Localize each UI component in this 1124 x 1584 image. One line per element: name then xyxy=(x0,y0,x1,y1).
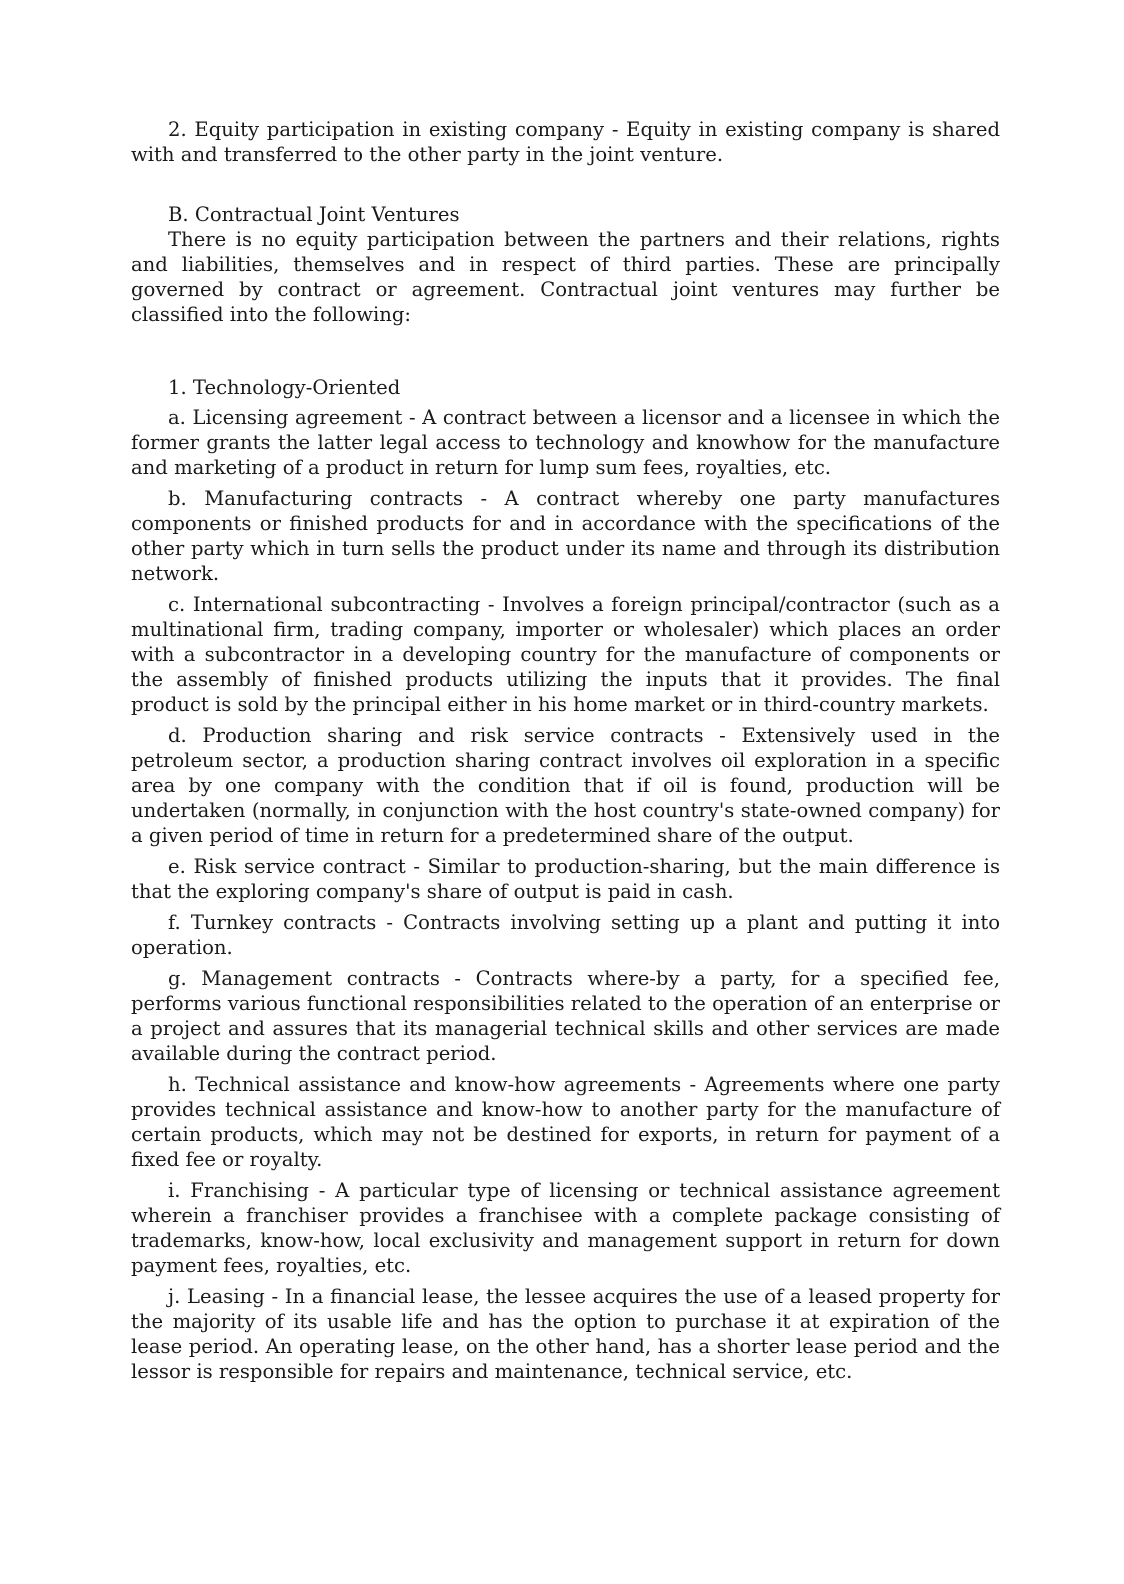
list-item-technical-assistance: h. Technical assistance and know-how agreements - Agreements where one party provides technical assistance and know-how to another party for the manufacture of certain products, which may not be destined for exports, in return for payment of a fixed fee or royalty. xyxy=(131,1073,1000,1171)
list-item-international-subcontracting: c. International subcontracting - Involves a foreign principal/contractor (such as a multinational firm, trading company, importer or wholesaler) which places an order with a subcontractor in a developing country for the manufacture of components or the assembly of finished products utilizing the inputs that it provides. The final product is sold by the principal either in his home market or in third-country markets. xyxy=(131,593,1000,716)
list-item-franchising: i. Franchising - A particular type of licensing or technical assistance agreement wherein a franchiser provides a franchisee with a complete package consisting of trademarks, know-how, local exclusivity and management support in return for down payment fees, royalties, etc. xyxy=(131,1179,1000,1277)
contract-type-list xyxy=(131,405,1000,1384)
document-page xyxy=(131,117,1000,1384)
list-item-turnkey-contracts: f. Turnkey contracts - Contracts involving setting up a plant and putting it into operation. xyxy=(131,911,1000,959)
section-b-intro-paragraph: There is no equity participation between the partners and their relations, rights and liabilities, themselves and in respect of third parties. These are principally governed by contract or agreement. Contractual joint ventures may further be classified into the following: xyxy=(131,228,1000,326)
section-b-heading: B. Contractual Joint Ventures xyxy=(168,203,460,226)
list-item-production-sharing: d. Production sharing and risk service contracts - Extensively used in the petroleum sector, a production sharing contract involves oil exploration in a specific area by one company with the condition that if oil is found, production will be undertaken (normally, in conjunction with the host country's state-owned company) for a given period of time in return for a predetermined share of the output. xyxy=(131,724,1000,847)
list-item-manufacturing-contracts: b. Manufacturing contracts - A contract whereby one party manufactures components or finished products for and in accordance with the specifications of the other party which in turn sells the product under its name and through its distribution network. xyxy=(131,487,1000,585)
equity-participation-paragraph: 2. Equity participation in existing company - Equity in existing company is shared with and transferred to the other party in the joint venture. xyxy=(131,118,1000,166)
list-item-risk-service-contract: e. Risk service contract - Similar to production-sharing, but the main difference is that the exploring company's share of output is paid in cash. xyxy=(131,855,1000,903)
list-item-licensing-agreement: a. Licensing agreement - A contract between a licensor and a licensee in which the former grants the latter legal access to technology and knowhow for the manufacture and marketing of a product in return for lump sum fees, royalties, etc. xyxy=(131,406,1000,479)
list-item-management-contracts: g. Management contracts - Contracts where-by a party, for a specified fee, performs various functional responsibilities related to the operation of an enterprise or a project and assures that its managerial technical skills and other services are made available during the contract period. xyxy=(131,967,1000,1065)
subsection-technology-oriented-heading: 1. Technology-Oriented xyxy=(168,376,401,399)
list-item-leasing: j. Leasing - In a financial lease, the lessee acquires the use of a leased property for the majority of its usable life and has the option to purchase it at expiration of the lease period. An operating lease, on the other hand, has a shorter lease period and the lessor is responsible for repairs and maintenance, technical service, etc. xyxy=(131,1285,1000,1383)
